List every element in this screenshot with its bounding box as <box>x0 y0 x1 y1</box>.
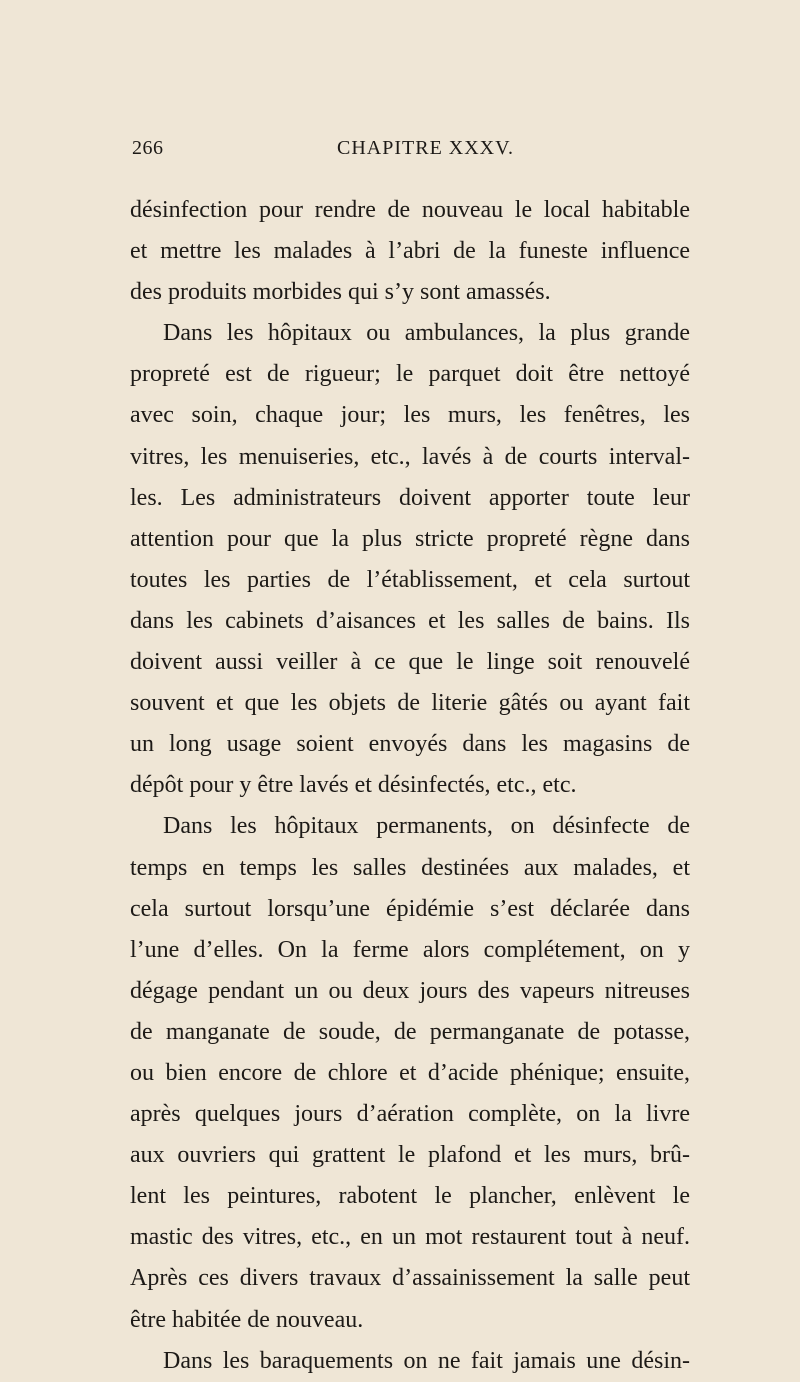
text-line: désinfection pour rendre de nouveau le local habitable <box>130 197 690 223</box>
text-line: après quelques jours d’aération complète, on la livre <box>130 1101 690 1128</box>
chapter-heading: CHAPITRE XXXV. <box>337 137 514 159</box>
text-line: toutes les parties de l’établissement, et cela surtout <box>130 566 690 593</box>
text-line: ou bien encore de chlore et d’acide phénique; ensuite, <box>130 1059 690 1086</box>
text-line: l’une d’elles. On la ferme alors complétement, on y <box>130 936 690 963</box>
text-line: les. Les administrateurs doivent apporter toute leur <box>130 484 690 511</box>
text-line: propreté est de rigueur; le parquet doit être nettoyé <box>130 361 690 388</box>
text-line: lent les peintures, rabotent le plancher, enlèvent le <box>130 1183 690 1210</box>
text-line: avec soin, chaque jour; les murs, les fenêtres, les <box>130 402 690 429</box>
text-line: être habitée de nouveau. <box>130 1306 364 1333</box>
text-line: mastic des vitres, etc., en un mot restaurent tout à neuf. <box>130 1224 690 1251</box>
text-line: Après ces divers travaux d’assainissement la salle peut <box>130 1265 690 1292</box>
text-line: des produits morbides qui s’y sont amassés. <box>130 279 551 306</box>
text-line: un long usage soient envoyés dans les magasins de <box>130 731 690 758</box>
text-line: Dans les baraquements on ne fait jamais une désin- <box>163 1347 690 1374</box>
text-line: dégage pendant un ou deux jours des vapeurs nitreuses <box>130 977 690 1004</box>
text-line: doivent aussi veiller à ce que le linge soit renouvelé <box>130 649 690 676</box>
page-header <box>132 137 692 169</box>
text-line: et mettre les malades à l’abri de la funeste influence <box>130 238 690 265</box>
text-line: de manganate de soude, de permanganate de potasse, <box>130 1018 690 1045</box>
text-line: souvent et que les objets de literie gâtés ou ayant fait <box>130 690 690 717</box>
text-line: dépôt pour y être lavés et désinfectés, etc., etc. <box>130 772 577 799</box>
body-text <box>130 190 690 1382</box>
text-line: attention pour que la plus stricte propreté règne dans <box>130 525 690 552</box>
text-line: cela surtout lorsqu’une épidémie s’est déclarée dans <box>130 895 690 922</box>
text-line: Dans les hôpitaux ou ambulances, la plus grande <box>163 320 690 347</box>
text-line: temps en temps les salles destinées aux malades, et <box>130 854 690 881</box>
text-line: vitres, les menuiseries, etc., lavés à de courts interval- <box>130 443 690 470</box>
text-line: aux ouvriers qui grattent le plafond et les murs, brû- <box>130 1142 690 1169</box>
page-number: 266 <box>132 137 164 159</box>
text-line: Dans les hôpitaux permanents, on désinfecte de <box>163 813 690 840</box>
text-line: dans les cabinets d’aisances et les salles de bains. Ils <box>130 607 690 634</box>
